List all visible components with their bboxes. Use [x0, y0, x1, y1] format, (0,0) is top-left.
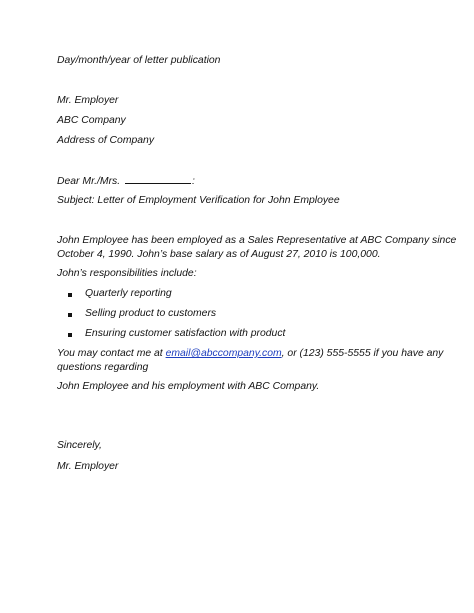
recipient-company: ABC Company: [57, 115, 126, 126]
signoff: Sincerely,: [57, 440, 102, 451]
contact-line-2: questions regarding: [57, 362, 149, 373]
signature-name: Mr. Employer: [57, 461, 119, 472]
closing-line: John Employee and his employment with ABC Company.: [57, 381, 320, 392]
email-link[interactable]: email@abccompany.com: [165, 348, 282, 359]
recipient-address: Address of Company: [57, 135, 155, 146]
recipient-name: Mr. Employer: [57, 95, 119, 106]
body-line-1: John Employee has been employed as a Sales Representative at ABC Company since: [57, 235, 457, 246]
name-blank-line: [125, 174, 191, 184]
salutation-suffix: :: [192, 176, 195, 187]
body-line-2: October 4, 1990. John’s base salary as of August 27, 2010 is 100,000.: [57, 249, 381, 260]
list-item-text: Quarterly reporting: [85, 288, 172, 299]
salutation-prefix: Dear Mr./Mrs.: [57, 176, 121, 187]
list-item-text: Selling product to customers: [85, 308, 217, 319]
bullet-icon: [68, 313, 72, 317]
list-item-text: Ensuring customer satisfaction with product: [85, 328, 286, 339]
bullet-icon: [68, 293, 72, 297]
contact-line-1: [57, 347, 443, 361]
responsibilities-intro: John’s responsibilities include:: [57, 268, 197, 279]
contact-suffix: , or (123) 555-5555 if you have any: [281, 348, 444, 359]
salutation: [57, 174, 195, 189]
contact-prefix: You may contact me at: [57, 348, 166, 359]
letter-date: Day/month/year of letter publication: [57, 55, 221, 66]
bullet-icon: [68, 333, 72, 337]
subject-line: Subject: Letter of Employment Verification for John Employee: [57, 195, 340, 206]
